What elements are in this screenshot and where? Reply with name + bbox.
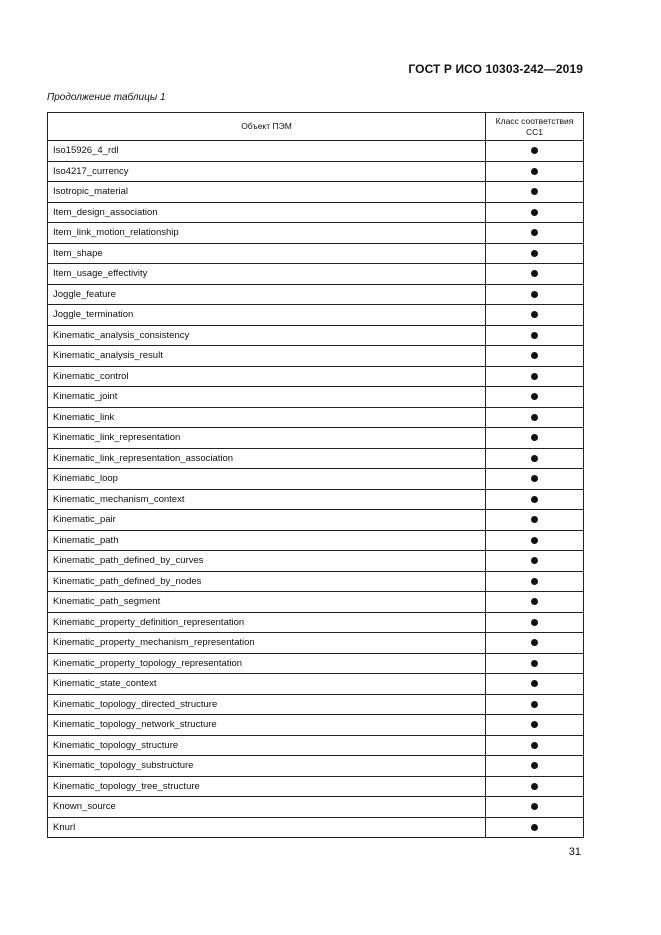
filled-circle-icon (531, 209, 538, 216)
object-name-cell: Knurl (48, 817, 486, 838)
object-name-cell: Kinematic_property_mechanism_representation (48, 633, 486, 654)
table-row (48, 756, 584, 777)
filled-circle-icon (531, 660, 538, 667)
filled-circle-icon (531, 414, 538, 421)
table-row (48, 469, 584, 490)
filled-circle-icon (531, 557, 538, 564)
filled-circle-icon (531, 742, 538, 749)
table-row (48, 817, 584, 838)
conformance-cell (486, 305, 584, 326)
filled-circle-icon (531, 701, 538, 708)
table-row (48, 489, 584, 510)
object-name-cell: Known_source (48, 797, 486, 818)
conformance-cell (486, 182, 584, 203)
conformance-cell (486, 448, 584, 469)
table-row (48, 551, 584, 572)
table-row (48, 325, 584, 346)
conformance-cell (486, 428, 584, 449)
conformance-cell (486, 571, 584, 592)
object-name-cell: Joggle_feature (48, 284, 486, 305)
conformance-cell (486, 797, 584, 818)
object-name-cell: Kinematic_property_topology_representation (48, 653, 486, 674)
filled-circle-icon (531, 639, 538, 646)
conformance-cell (486, 510, 584, 531)
filled-circle-icon (531, 352, 538, 359)
object-name-cell: Iso4217_currency (48, 161, 486, 182)
object-name-cell: Kinematic_control (48, 366, 486, 387)
table-row (48, 141, 584, 162)
object-name-cell: Kinematic_link (48, 407, 486, 428)
table-row (48, 387, 584, 408)
table-row (48, 612, 584, 633)
conformance-cell (486, 264, 584, 285)
conformance-cell (486, 633, 584, 654)
table-row (48, 448, 584, 469)
conformance-cell (486, 735, 584, 756)
object-name-cell: Kinematic_link_representation (48, 428, 486, 449)
filled-circle-icon (531, 332, 538, 339)
table-row (48, 305, 584, 326)
object-name-cell: Kinematic_joint (48, 387, 486, 408)
object-name-cell: Kinematic_topology_structure (48, 735, 486, 756)
table-row (48, 797, 584, 818)
filled-circle-icon (531, 393, 538, 400)
filled-circle-icon (531, 680, 538, 687)
table-row (48, 284, 584, 305)
object-name-cell: Kinematic_loop (48, 469, 486, 490)
column-header-object: Объект ПЭМ (48, 113, 486, 141)
conformance-cell (486, 694, 584, 715)
conformance-cell (486, 387, 584, 408)
conformance-cell (486, 346, 584, 367)
object-name-cell: Item_design_association (48, 202, 486, 223)
filled-circle-icon (531, 783, 538, 790)
filled-circle-icon (531, 516, 538, 523)
table-row (48, 202, 584, 223)
conformance-cell (486, 715, 584, 736)
column-header-conformance-class: Класс соответствия СС1 (486, 113, 584, 141)
table-row (48, 633, 584, 654)
object-name-cell: Kinematic_property_definition_representation (48, 612, 486, 633)
conformance-cell (486, 592, 584, 613)
filled-circle-icon (531, 455, 538, 462)
table-row (48, 694, 584, 715)
table-row (48, 571, 584, 592)
filled-circle-icon (531, 291, 538, 298)
conformance-cell (486, 653, 584, 674)
document-header: ГОСТ Р ИСО 10303-242—2019 (408, 62, 583, 76)
filled-circle-icon (531, 762, 538, 769)
filled-circle-icon (531, 475, 538, 482)
page-number: 31 (568, 846, 581, 858)
conformance-cell (486, 325, 584, 346)
table-row (48, 223, 584, 244)
object-name-cell: Kinematic_analysis_result (48, 346, 486, 367)
object-name-cell: Kinematic_path (48, 530, 486, 551)
filled-circle-icon (531, 619, 538, 626)
filled-circle-icon (531, 537, 538, 544)
conformance-cell (486, 202, 584, 223)
table-row (48, 428, 584, 449)
object-name-cell: Kinematic_topology_substructure (48, 756, 486, 777)
object-name-cell: Kinematic_topology_tree_structure (48, 776, 486, 797)
object-name-cell: Item_usage_effectivity (48, 264, 486, 285)
table-row (48, 182, 584, 203)
object-name-cell: Item_link_motion_relationship (48, 223, 486, 244)
table-row (48, 346, 584, 367)
conformance-cell (486, 407, 584, 428)
object-name-cell: Kinematic_link_representation_association (48, 448, 486, 469)
object-name-cell: Iso15926_4_rdl (48, 141, 486, 162)
conformance-cell (486, 817, 584, 838)
conformance-cell (486, 141, 584, 162)
table-row (48, 366, 584, 387)
filled-circle-icon (531, 803, 538, 810)
filled-circle-icon (531, 373, 538, 380)
filled-circle-icon (531, 147, 538, 154)
table-caption: Продолжение таблицы 1 (47, 92, 166, 103)
conformance-cell (486, 612, 584, 633)
object-name-cell: Kinematic_topology_network_structure (48, 715, 486, 736)
object-name-cell: Kinematic_state_context (48, 674, 486, 695)
table-header-row (48, 113, 584, 141)
filled-circle-icon (531, 311, 538, 318)
conformance-cell (486, 530, 584, 551)
table-row (48, 161, 584, 182)
table-row (48, 243, 584, 264)
object-name-cell: Kinematic_mechanism_context (48, 489, 486, 510)
table-row (48, 510, 584, 531)
filled-circle-icon (531, 496, 538, 503)
object-name-cell: Item_shape (48, 243, 486, 264)
filled-circle-icon (531, 250, 538, 257)
filled-circle-icon (531, 229, 538, 236)
filled-circle-icon (531, 824, 538, 831)
filled-circle-icon (531, 721, 538, 728)
filled-circle-icon (531, 168, 538, 175)
conformance-cell (486, 243, 584, 264)
table-body (48, 141, 584, 838)
table-row (48, 735, 584, 756)
conformance-cell (486, 776, 584, 797)
object-name-cell: Kinematic_path_defined_by_curves (48, 551, 486, 572)
table-row (48, 653, 584, 674)
object-name-cell: Kinematic_pair (48, 510, 486, 531)
conformance-cell (486, 551, 584, 572)
object-name-cell: Kinematic_path_defined_by_nodes (48, 571, 486, 592)
conformance-cell (486, 489, 584, 510)
objects-table (47, 112, 584, 838)
filled-circle-icon (531, 434, 538, 441)
conformance-cell (486, 284, 584, 305)
object-name-cell: Joggle_termination (48, 305, 486, 326)
table-row (48, 264, 584, 285)
object-name-cell: Kinematic_analysis_consistency (48, 325, 486, 346)
filled-circle-icon (531, 578, 538, 585)
table-row (48, 776, 584, 797)
conformance-cell (486, 366, 584, 387)
filled-circle-icon (531, 188, 538, 195)
table-row (48, 407, 584, 428)
conformance-cell (486, 469, 584, 490)
conformance-cell (486, 161, 584, 182)
conformance-cell (486, 756, 584, 777)
object-name-cell: Isotropic_material (48, 182, 486, 203)
table-row (48, 715, 584, 736)
object-name-cell: Kinematic_path_segment (48, 592, 486, 613)
table-row (48, 530, 584, 551)
object-name-cell: Kinematic_topology_directed_structure (48, 694, 486, 715)
conformance-cell (486, 674, 584, 695)
conformance-cell (486, 223, 584, 244)
table-row (48, 592, 584, 613)
filled-circle-icon (531, 270, 538, 277)
table-row (48, 674, 584, 695)
filled-circle-icon (531, 598, 538, 605)
